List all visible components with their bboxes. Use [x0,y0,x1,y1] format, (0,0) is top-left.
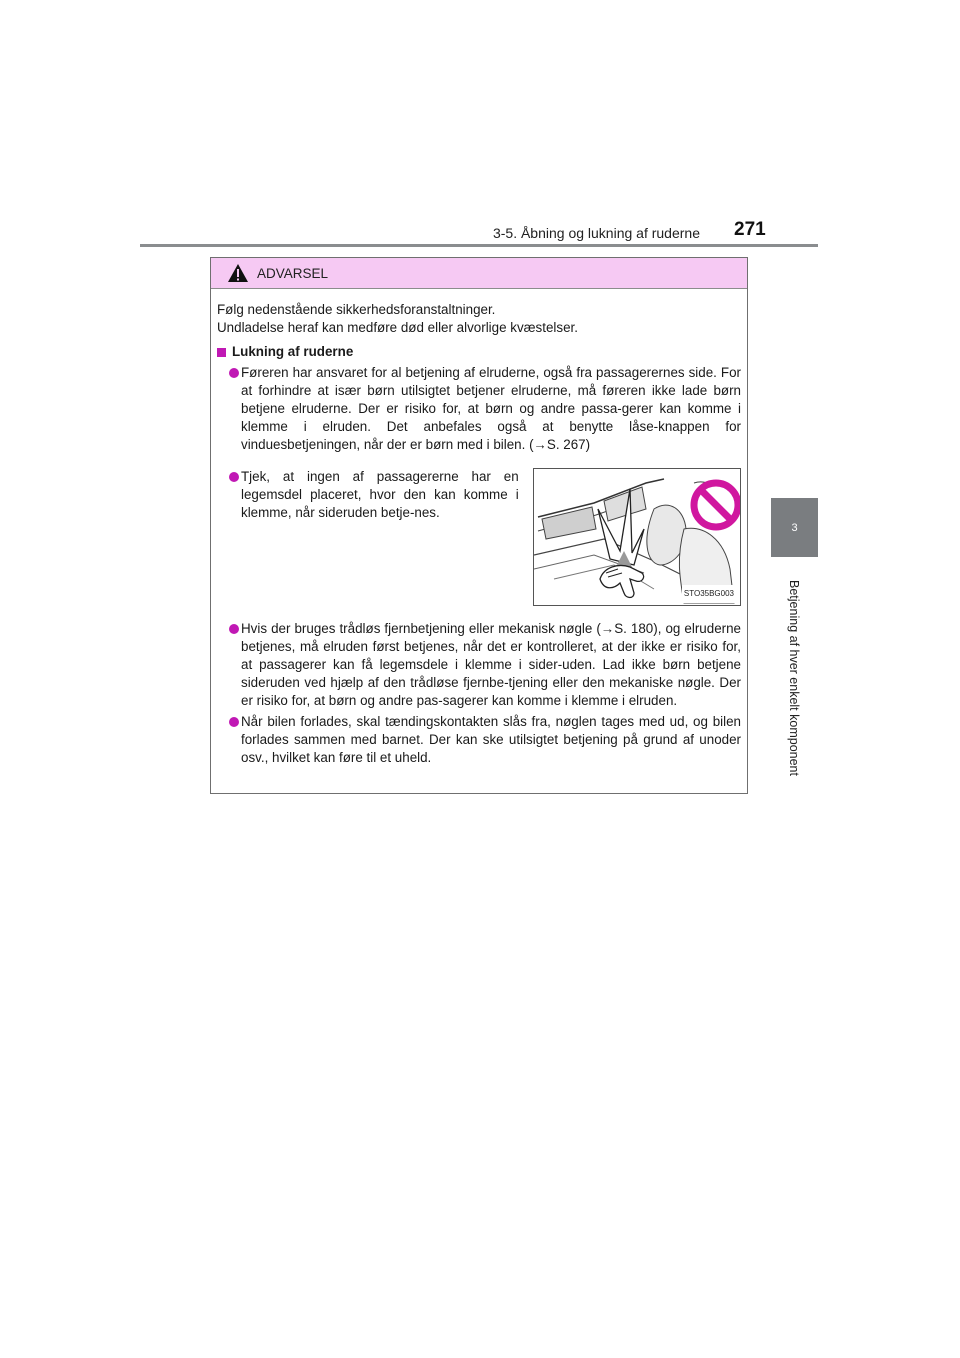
section-heading-text: Lukning af ruderne [232,344,354,359]
square-bullet-icon [217,348,226,357]
bullet-dot-icon [229,368,239,378]
warning-intro-line2: Undladelse heraf kan medføre død eller alvorlige kvæstelser. [217,320,578,335]
bullet-text: Føreren har ansvaret for al betjening af elruderne, også fra passagerernes side. For at forhindre at især børn utilsigtet betjener elruderne, må føreren ikke lade børn betjene elruderne. Der er risiko for, at børn og andre passa-gerer kan komme i klemme i elruden. Det anbefales også at benytte låse-knappen for vinduesbetjeningen, når der er børn med i bilen. (→S. 267) [241,365,741,452]
warning-triangle-icon [227,263,249,283]
warning-header [211,258,747,289]
chapter-label: Betjening af hver enkelt komponent [787,580,801,776]
bullet-text: Tjek, at ingen af passagererne har en legemsdel placeret, hvor den kan komme i klemme, når sideruden betje-nes. [241,469,519,520]
illustration-caption: STO35BG003 [682,585,736,603]
page-number: 271 [734,219,766,240]
list-item [217,713,741,767]
section-heading [217,343,741,361]
bullet-with-illustration [217,468,741,606]
bullet-dot-icon [229,624,239,634]
list-item [217,620,741,710]
list-item [217,364,741,454]
section-title: 3-5. Åbning og lukning af ruderne [492,225,700,241]
bullet-dot-icon [229,472,239,482]
chapter-tab [771,498,818,557]
warning-body [211,289,747,767]
header-divider [140,244,818,247]
window-pinch-illustration [533,468,741,606]
chapter-number: 3 [791,521,798,534]
warning-title: ADVARSEL [257,265,329,281]
warning-box [210,257,748,794]
bullet-dot-icon [229,717,239,727]
warning-intro-line1: Følg nedenstående sikkerhedsforanstaltninger. [217,302,496,317]
list-item [217,468,519,606]
bullet-text: Hvis der bruges trådløs fjernbetjening eller mekanisk nøgle (→S. 180), og elruderne betjenes, må elruden først betjenes, når det er kontrolleret, at der ikke er risiko for, at passagerer kan få legemsdele i klemme i sider-uden. Lad ikke børn betjene sideruden ved hjælp af den trådløse fjernbe-tjening eller den mekaniske nøgle. Der er risiko for, at børn og andre pas-sagerer kan komme i klemme i elruden. [241,621,741,708]
bullet-text: Når bilen forlades, skal tændingskontakten slås fra, nøglen tages med ud, og bilen forlades sammen med barnet. Der kan ske utilsigtet betjening på grund af unoder osv., hvilket kan føre til et uheld. [241,714,741,765]
